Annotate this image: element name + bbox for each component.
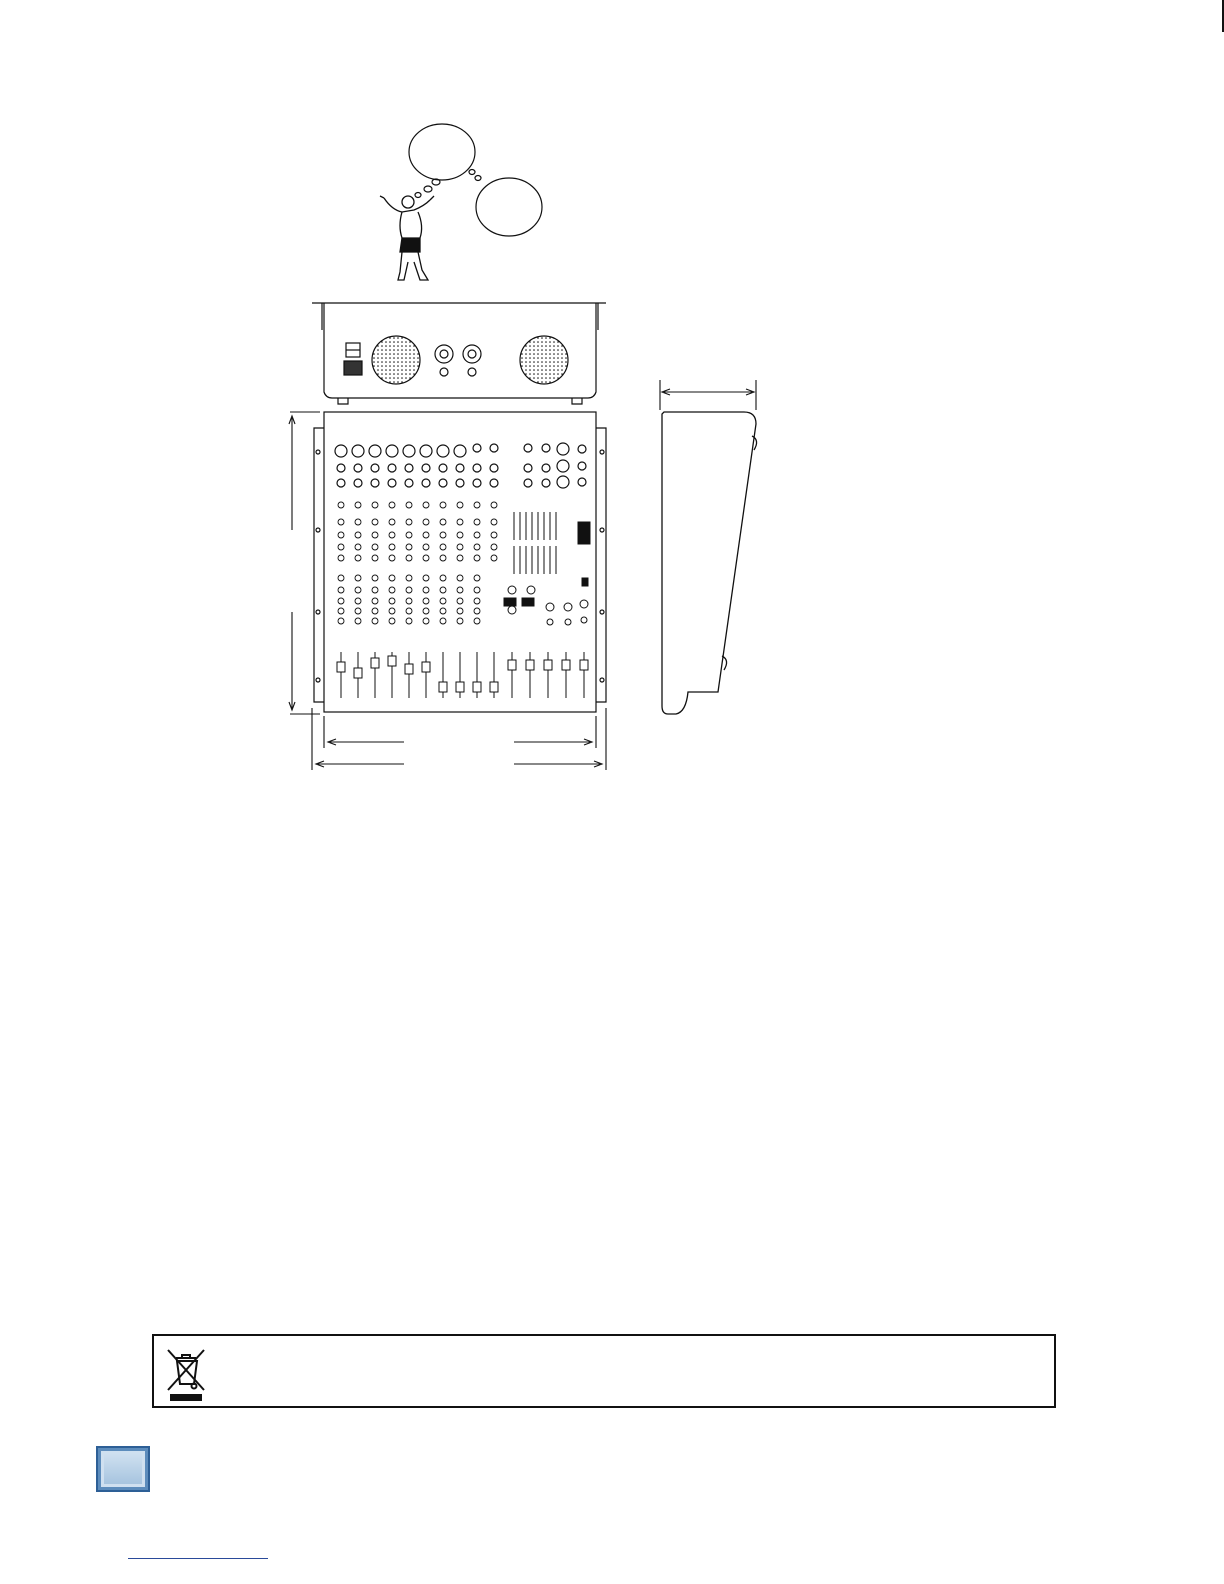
thought-bubble-2: [476, 178, 542, 236]
page-number-tab: [96, 1446, 150, 1492]
side-profile-view: [662, 412, 757, 714]
thought-bubbles: [409, 124, 542, 236]
speakon-jack-1: [435, 345, 453, 363]
speakon-jack-2: [463, 345, 481, 363]
speaker-grille-right: [520, 336, 568, 384]
thought-bubble-1: [409, 124, 475, 180]
channel-knob-grid: [338, 502, 497, 624]
rear-panel-view: [312, 303, 606, 404]
graphic-eq-section: [504, 512, 590, 625]
weee-notice-text: [224, 1346, 1042, 1398]
strongman-figure: [380, 196, 434, 280]
fader-row: [337, 652, 588, 698]
footer-link-underline: [128, 1558, 268, 1559]
crossed-out-wheelie-bin-icon: [164, 1344, 208, 1404]
iec-power-inlet: [344, 361, 362, 375]
xlr-input-row: [335, 445, 466, 457]
speaker-grille-left: [372, 336, 420, 384]
line-input-rows: [337, 443, 586, 488]
front-panel-view: [314, 412, 606, 712]
weee-disposal-notice: [152, 1334, 1056, 1408]
